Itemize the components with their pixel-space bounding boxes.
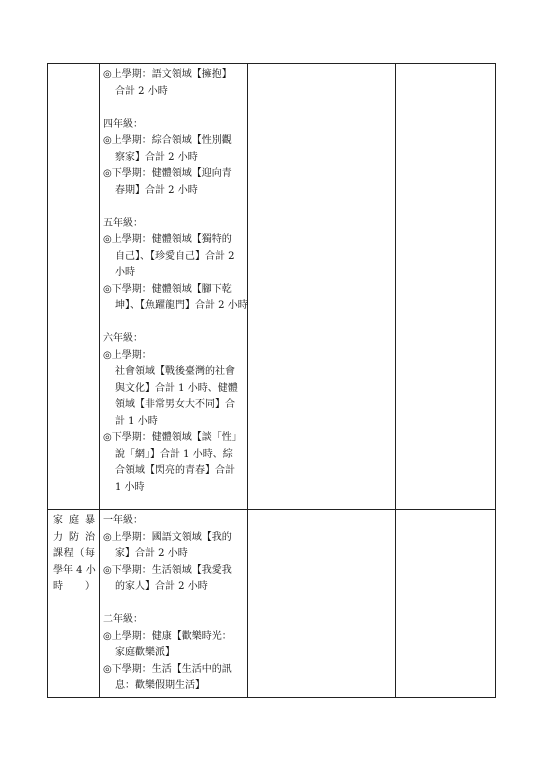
grade-group <box>103 331 245 496</box>
category-line: 力 防 治 <box>53 531 95 543</box>
content-line: ◎下學期：健體領域【腳下乾 <box>103 283 232 295</box>
content-line: 春期】合計 2 小時 <box>115 184 198 196</box>
content-cell <box>100 510 248 698</box>
curriculum-table <box>47 63 496 698</box>
content-line: 二年級： <box>103 614 143 625</box>
empty-cell <box>248 64 396 510</box>
empty-cell <box>396 64 496 510</box>
content-line: 察家】合計 2 小時 <box>115 151 198 163</box>
grade-group <box>103 67 245 100</box>
content-line: ◎下學期：健體領域【迎向青 <box>103 168 232 179</box>
content-line: 與文化】合計 1 小時、健體 <box>115 382 238 394</box>
content-line: 的家人】合計 2 小時 <box>115 581 208 592</box>
content-line: 說「網」】合計 1 小時、綜 <box>115 448 233 460</box>
content-text <box>100 510 247 697</box>
category-line: 課程（每 <box>53 548 95 559</box>
content-line: ◎下學期：生活【生活中的訊 <box>103 663 232 675</box>
category-text <box>48 510 99 596</box>
content-line: ◎上學期： <box>103 349 152 361</box>
content-line: 小時 <box>115 267 135 278</box>
category-cell <box>48 64 100 510</box>
category-line: 家 庭 暴 <box>53 515 95 526</box>
content-line: 1 小時 <box>115 481 145 493</box>
content-line: 六年級： <box>103 333 143 344</box>
grade-group <box>103 513 245 596</box>
empty-cell <box>248 510 396 698</box>
content-line: 社會領域【戰後臺灣的社會 <box>115 366 235 377</box>
content-text <box>100 64 247 498</box>
content-line: ◎上學期：綜合領域【性別觀 <box>103 135 232 146</box>
content-line: 家庭歡樂派】 <box>115 647 175 658</box>
content-line: 合計 2 小時 <box>115 85 168 97</box>
content-line: 家】合計 2 小時 <box>115 548 188 559</box>
empty-cell <box>396 510 496 698</box>
content-line: 息：歡樂假期生活】 <box>115 680 205 691</box>
grade-group <box>103 117 245 200</box>
grade-group <box>103 612 245 695</box>
content-line: ◎上學期：國語文領域【我的 <box>103 531 232 543</box>
content-line: 計 1 小時 <box>115 415 158 427</box>
table-row <box>48 510 496 698</box>
content-line: ◎下學期：生活領域【我愛我 <box>103 564 232 576</box>
content-line: 一年級： <box>103 515 143 526</box>
content-line: 領域【非常男女大不同】合 <box>115 399 235 410</box>
table-row <box>48 64 496 510</box>
content-line: ◎上學期：健體領域【獨特的 <box>103 234 232 245</box>
content-line: ◎上學期：健康【歡樂時光： <box>103 630 232 642</box>
category-line: 時） <box>53 581 95 592</box>
content-line: ◎下學期：健體領域【談「性」 <box>103 432 242 443</box>
category-line: 學年 4 小 <box>53 564 96 576</box>
grade-group <box>103 216 248 315</box>
content-line: 自己】、【珍愛自己】合計 2 <box>115 250 235 262</box>
content-line: 坤】、【魚躍龍門】合計 2 小時 <box>115 300 248 311</box>
content-line: 四年級： <box>103 118 143 130</box>
category-cell <box>48 510 100 698</box>
content-line: 五年級： <box>103 217 143 229</box>
content-line: 合領域【閃亮的青春】合計 <box>115 465 235 476</box>
category-text <box>48 64 99 67</box>
content-cell <box>100 64 248 510</box>
content-line: ◎上學期：語文領域【擁抱】 <box>103 69 232 80</box>
